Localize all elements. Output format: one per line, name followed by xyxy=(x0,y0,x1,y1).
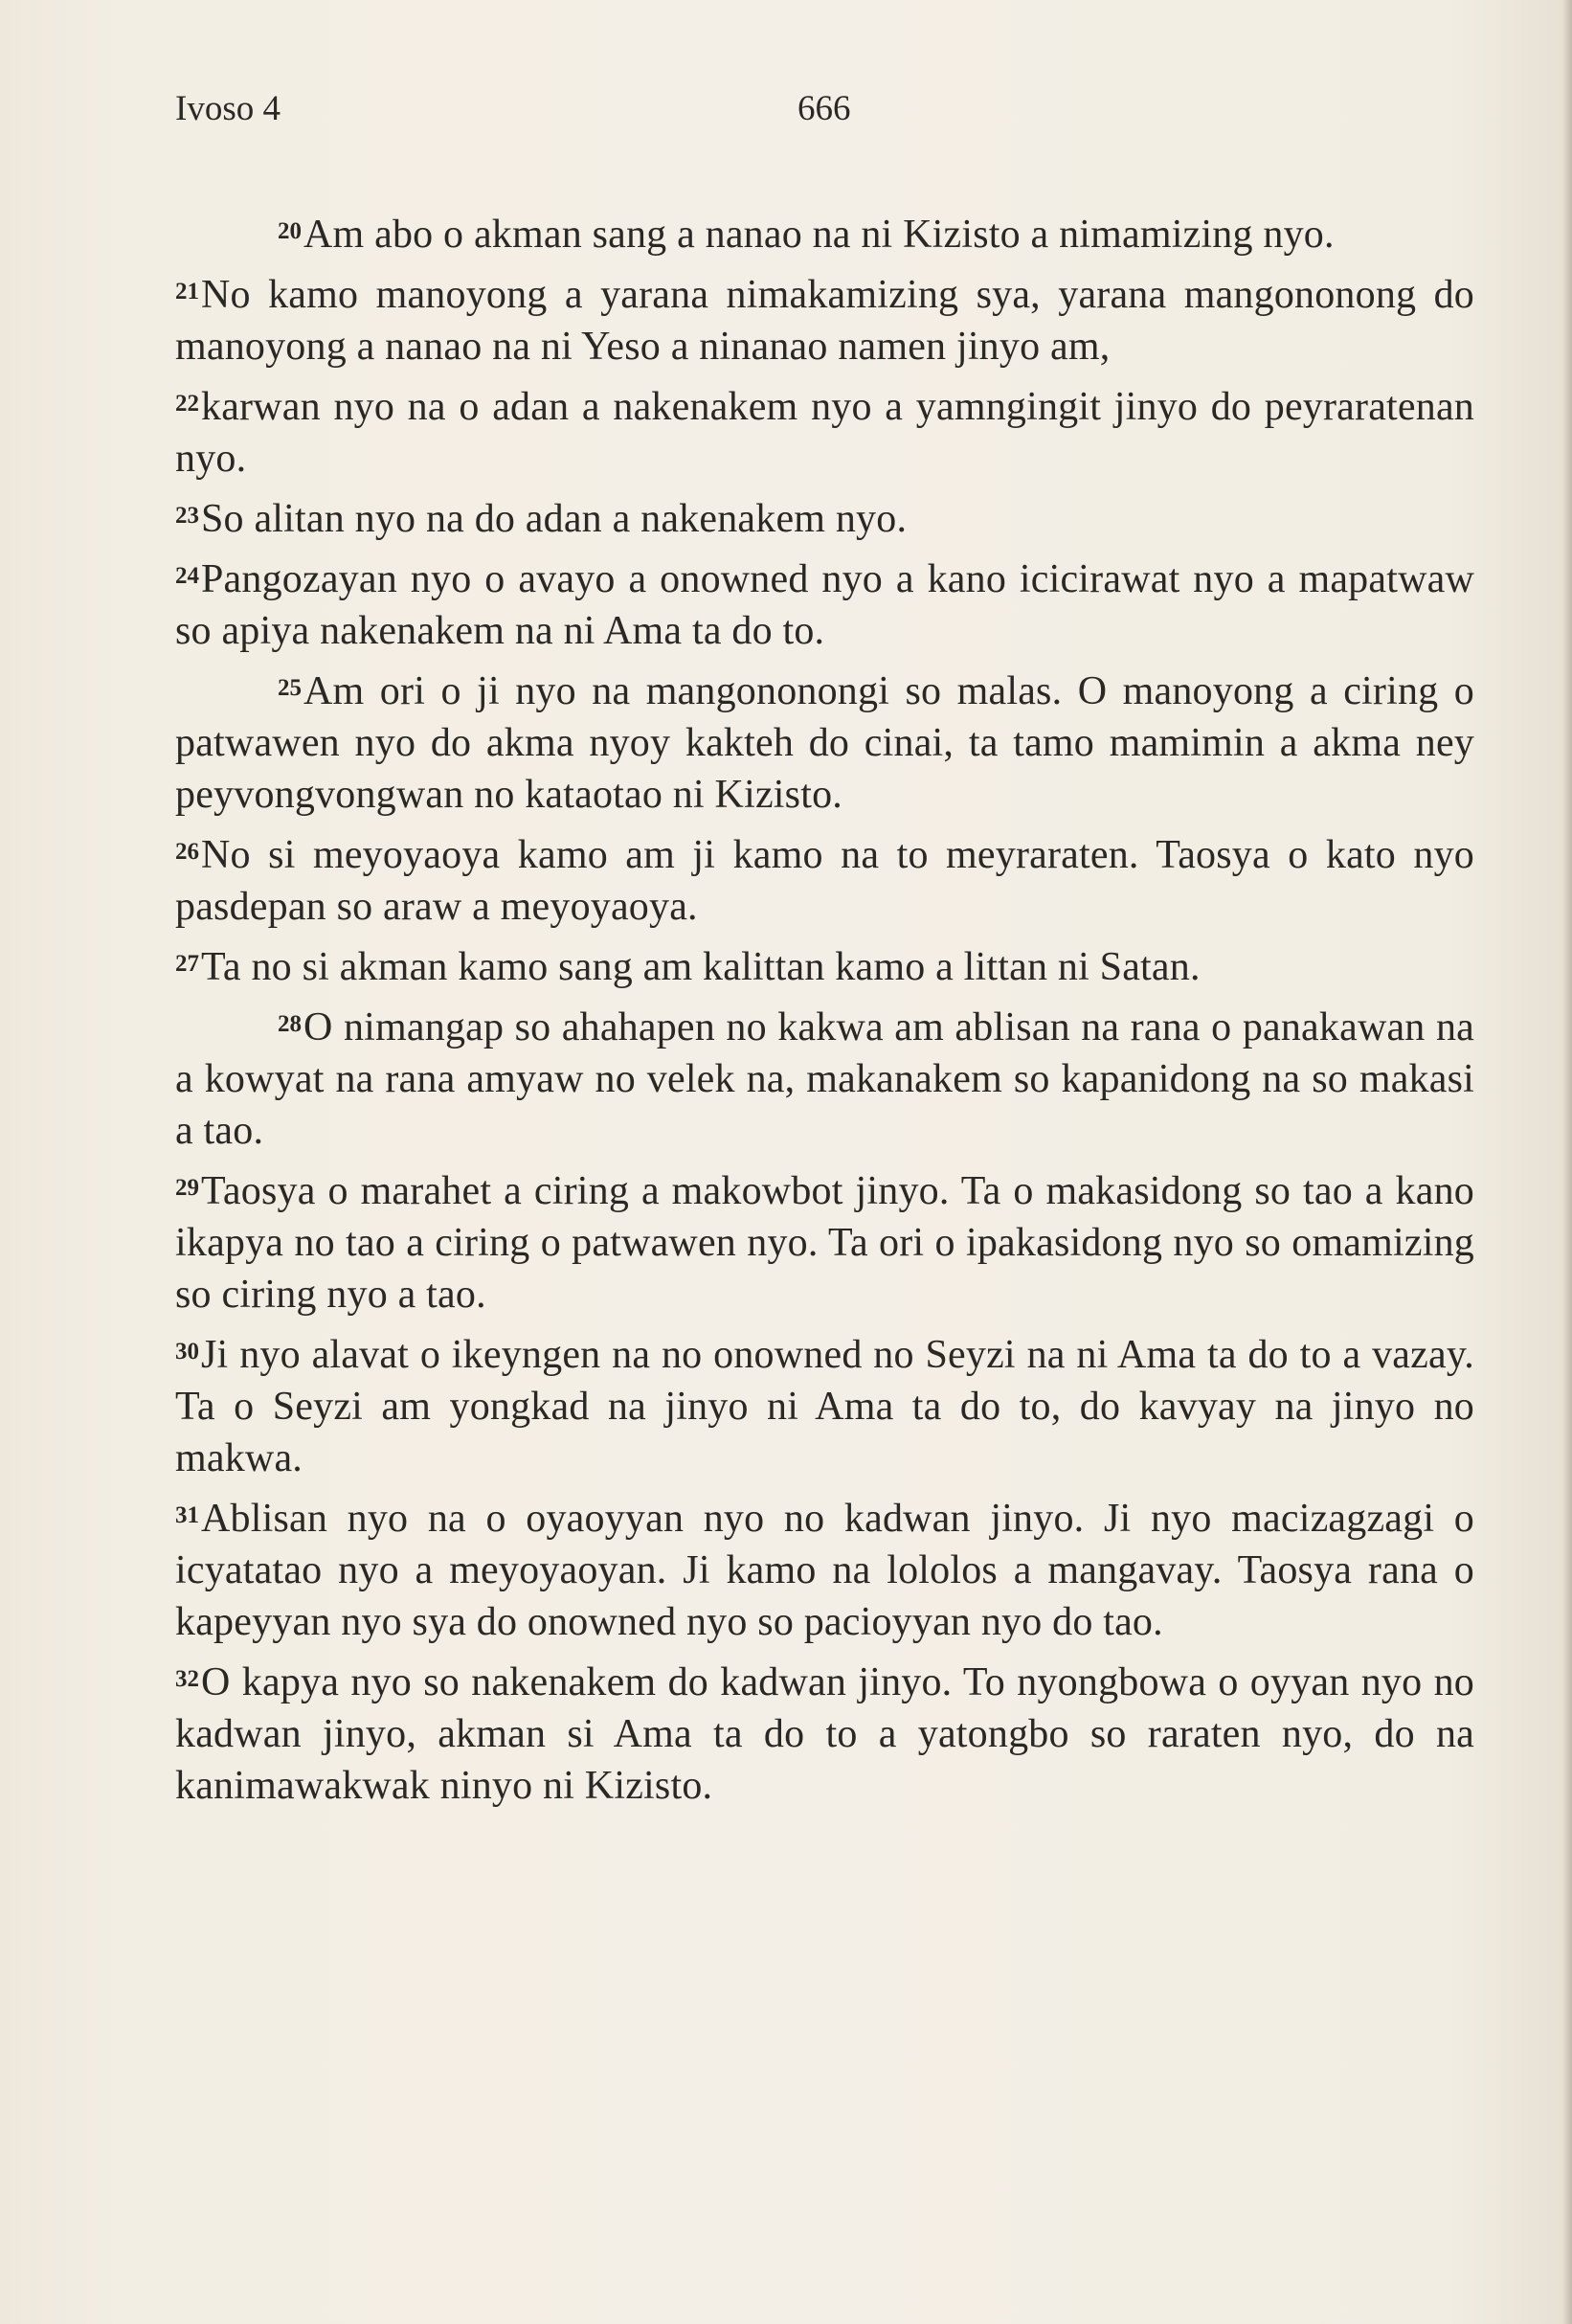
page-edge-shadow xyxy=(1562,0,1572,2324)
verse-text: No si meyoyaoya kamo am ji kamo na to meyraraten. Taosya o kato nyo pasdepan so araw a meyoyaoya. xyxy=(175,833,1474,929)
verse-23 xyxy=(175,490,1474,545)
verse-text: Taosya o marahet a ciring a makowbot jinyo. Ta o makasidong so tao a kano ikapya no tao a ciring o patwawen nyo. Ta ori o ipakasidong nyo so omamizing so ciring nyo a tao. xyxy=(175,1169,1474,1317)
verse-text: Ta no si akman kamo sang am kalittan kamo a littan ni Satan. xyxy=(201,945,1201,989)
verse-20 xyxy=(175,206,1474,260)
verse-text: Ablisan nyo na o oyaoyyan nyo no kadwan jinyo. Ji nyo macizagzagi o icyatatao nyo a meyoyaoyan. Ji kamo na lololos a mangavay. Taosya rana o kapeyyan nyo sya do onowned nyo so pacioyyan nyo do tao. xyxy=(175,1497,1474,1644)
page-number: 666 xyxy=(797,89,851,128)
verse-31 xyxy=(175,1490,1474,1648)
verse-number: 21 xyxy=(175,279,199,305)
verse-30 xyxy=(175,1326,1474,1484)
verse-27 xyxy=(175,938,1474,993)
verse-number: 24 xyxy=(175,563,199,589)
verse-text: Am abo o akman sang a nanao na ni Kizisto a nimamizing nyo. xyxy=(303,213,1335,257)
verse-number: 23 xyxy=(175,503,199,529)
verse-28 xyxy=(175,999,1474,1157)
verse-21 xyxy=(175,266,1474,372)
verse-number: 20 xyxy=(278,218,302,244)
verse-26 xyxy=(175,826,1474,933)
verse-text: Pangozayan nyo o avayo a onowned nyo a kano icicirawat nyo a mapatwaw so apiya nakenakem na ni Ama ta do to. xyxy=(175,557,1474,653)
verse-number: 22 xyxy=(175,391,199,417)
page-header xyxy=(175,88,1467,146)
verse-number: 29 xyxy=(175,1175,199,1201)
verse-text: karwan nyo na o adan a nakenakem nyo a yamngingit jinyo do peyraratenan nyo. xyxy=(175,385,1474,481)
verse-text: So alitan nyo na do adan a nakenakem nyo. xyxy=(201,497,908,541)
verse-number: 28 xyxy=(278,1011,302,1037)
verse-29 xyxy=(175,1162,1474,1320)
verse-number: 30 xyxy=(175,1339,199,1365)
verse-25 xyxy=(175,663,1474,821)
verse-22 xyxy=(175,378,1474,485)
running-title: Ivoso 4 xyxy=(175,89,281,128)
verse-text: No kamo manoyong a yarana nimakamizing sya, yarana mangononong do manoyong a nanao na ni Yeso a ninanao namen jinyo am, xyxy=(175,273,1474,369)
verse-text: O nimangap so ahahapen no kakwa am ablisan na rana o panakawan na a kowyat na rana amyaw no velek na, makanakem so kapanidong na so makasi a tao. xyxy=(175,1005,1474,1153)
verse-text: Am ori o ji nyo na mangononongi so malas. O manoyong a ciring o patwawen nyo do akma nyoy kakteh do cinai, ta tamo mamimin a akma ney peyvongvongwan no kataotao ni Kizisto. xyxy=(175,669,1474,817)
body-text xyxy=(175,206,1474,1817)
verse-number: 25 xyxy=(278,675,302,701)
verse-number: 26 xyxy=(175,839,199,865)
verse-text: Ji nyo alavat o ikeyngen na no onowned no Seyzi na ni Ama ta do to a vazay. Ta o Seyzi am yongkad na jinyo ni Ama ta do to, do kavyay na jinyo no makwa. xyxy=(175,1333,1474,1480)
verse-number: 32 xyxy=(175,1666,199,1692)
verse-32 xyxy=(175,1654,1474,1812)
verse-text: O kapya nyo so nakenakem do kadwan jinyo. To nyongbowa o oyyan nyo no kadwan jinyo, akman si Ama ta do to a yatongbo so raraten nyo, do na kanimawakwak ninyo ni Kizisto. xyxy=(175,1660,1474,1808)
verse-number: 27 xyxy=(175,951,199,977)
verse-24 xyxy=(175,551,1474,657)
verse-number: 31 xyxy=(175,1502,199,1528)
